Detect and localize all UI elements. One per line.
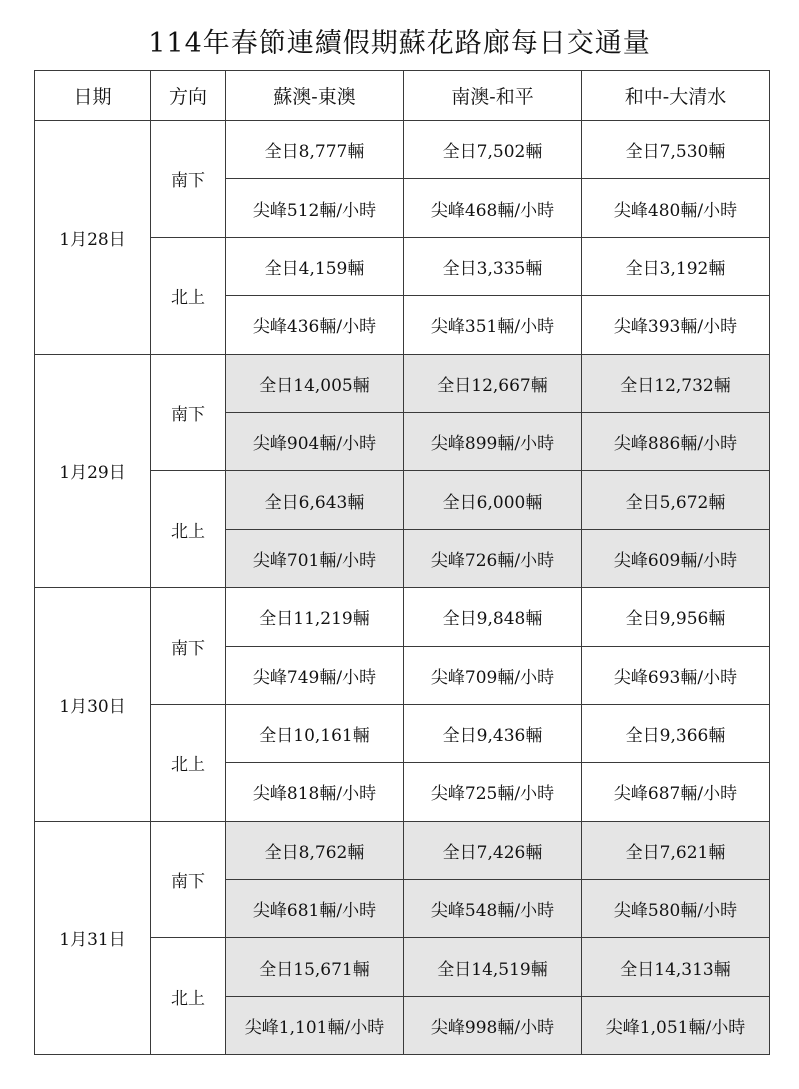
daily-volume-cell: 全日9,848輛 (404, 588, 582, 646)
day-group (35, 121, 770, 355)
peak-volume-cell: 尖峰436輛/小時 (226, 296, 404, 354)
direction-cell: 北上 (151, 471, 226, 588)
table-row (35, 121, 770, 179)
daily-volume-cell: 全日5,672輛 (582, 471, 770, 529)
daily-volume-cell: 全日8,762輛 (226, 821, 404, 879)
date-cell: 1月31日 (35, 821, 151, 1055)
daily-volume-cell: 全日4,159輛 (226, 237, 404, 295)
header-segment-suao-dongao: 蘇澳-東澳 (226, 71, 404, 121)
header-row (35, 71, 770, 121)
daily-volume-cell: 全日3,335輛 (404, 237, 582, 295)
peak-volume-cell: 尖峰687輛/小時 (582, 763, 770, 821)
daily-volume-cell: 全日10,161輛 (226, 704, 404, 762)
peak-volume-cell: 尖峰701輛/小時 (226, 529, 404, 587)
header-segment-nanao-heping: 南澳-和平 (404, 71, 582, 121)
peak-volume-cell: 尖峰726輛/小時 (404, 529, 582, 587)
direction-cell: 北上 (151, 938, 226, 1055)
peak-volume-cell: 尖峰998輛/小時 (404, 996, 582, 1054)
peak-volume-cell: 尖峰725輛/小時 (404, 763, 582, 821)
day-group (35, 354, 770, 588)
peak-volume-cell: 尖峰904輛/小時 (226, 412, 404, 470)
peak-volume-cell: 尖峰1,101輛/小時 (226, 996, 404, 1054)
peak-volume-cell: 尖峰351輛/小時 (404, 296, 582, 354)
table-row (35, 821, 770, 879)
peak-volume-cell: 尖峰393輛/小時 (582, 296, 770, 354)
peak-volume-cell: 尖峰512輛/小時 (226, 179, 404, 237)
header-direction: 方向 (151, 71, 226, 121)
direction-cell: 南下 (151, 121, 226, 238)
peak-volume-cell: 尖峰548輛/小時 (404, 880, 582, 938)
daily-volume-cell: 全日7,426輛 (404, 821, 582, 879)
daily-volume-cell: 全日7,621輛 (582, 821, 770, 879)
daily-volume-cell: 全日11,219輛 (226, 588, 404, 646)
header-date: 日期 (35, 71, 151, 121)
daily-volume-cell: 全日9,366輛 (582, 704, 770, 762)
daily-volume-cell: 全日3,192輛 (582, 237, 770, 295)
peak-volume-cell: 尖峰609輛/小時 (582, 529, 770, 587)
peak-volume-cell: 尖峰818輛/小時 (226, 763, 404, 821)
peak-volume-cell: 尖峰681輛/小時 (226, 880, 404, 938)
date-cell: 1月30日 (35, 588, 151, 822)
table-row (35, 588, 770, 646)
table-header (35, 71, 770, 121)
daily-volume-cell: 全日12,732輛 (582, 354, 770, 412)
daily-volume-cell: 全日6,643輛 (226, 471, 404, 529)
daily-volume-cell: 全日14,313輛 (582, 938, 770, 996)
direction-cell: 南下 (151, 354, 226, 471)
peak-volume-cell: 尖峰749輛/小時 (226, 646, 404, 704)
peak-volume-cell: 尖峰709輛/小時 (404, 646, 582, 704)
header-segment-hezhong-daqingshui: 和中-大清水 (582, 71, 770, 121)
peak-volume-cell: 尖峰468輛/小時 (404, 179, 582, 237)
peak-volume-cell: 尖峰899輛/小時 (404, 412, 582, 470)
peak-volume-cell: 尖峰886輛/小時 (582, 412, 770, 470)
direction-cell: 南下 (151, 588, 226, 705)
table-row (35, 354, 770, 412)
daily-volume-cell: 全日9,436輛 (404, 704, 582, 762)
daily-volume-cell: 全日14,519輛 (404, 938, 582, 996)
direction-cell: 北上 (151, 237, 226, 354)
peak-volume-cell: 尖峰1,051輛/小時 (582, 996, 770, 1054)
daily-volume-cell: 全日7,502輛 (404, 121, 582, 179)
daily-volume-cell: 全日15,671輛 (226, 938, 404, 996)
daily-volume-cell: 全日6,000輛 (404, 471, 582, 529)
direction-cell: 南下 (151, 821, 226, 938)
date-cell: 1月29日 (35, 354, 151, 588)
page-title: 114年春節連續假期蘇花路廊每日交通量 (148, 28, 651, 59)
daily-volume-cell: 全日14,005輛 (226, 354, 404, 412)
daily-volume-cell: 全日9,956輛 (582, 588, 770, 646)
peak-volume-cell: 尖峰580輛/小時 (582, 880, 770, 938)
peak-volume-cell: 尖峰480輛/小時 (582, 179, 770, 237)
day-group (35, 588, 770, 822)
traffic-table (34, 70, 770, 1055)
daily-volume-cell: 全日12,667輛 (404, 354, 582, 412)
day-group (35, 821, 770, 1055)
daily-volume-cell: 全日8,777輛 (226, 121, 404, 179)
peak-volume-cell: 尖峰693輛/小時 (582, 646, 770, 704)
date-cell: 1月28日 (35, 121, 151, 355)
direction-cell: 北上 (151, 704, 226, 821)
daily-volume-cell: 全日7,530輛 (582, 121, 770, 179)
